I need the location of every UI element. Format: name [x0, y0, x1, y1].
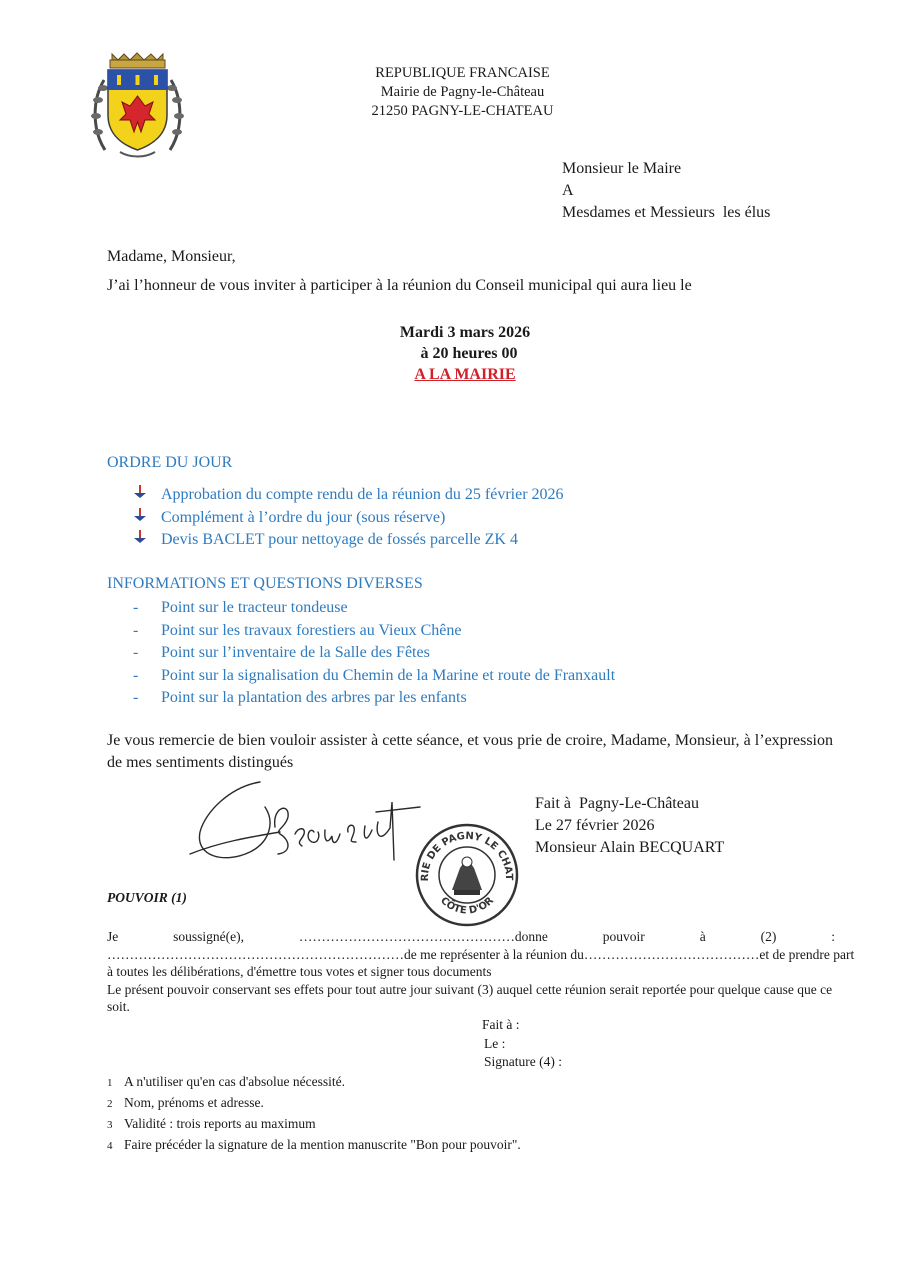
proxy-word: soussigné(e), — [173, 929, 245, 944]
dash-bullet-icon: - — [133, 644, 139, 661]
footnote — [107, 1072, 521, 1093]
list-item — [133, 529, 564, 552]
list-item — [133, 642, 615, 665]
intro-text: J’ai l’honneur de vous inviter à participer à la réunion du Conseil municipal qui aura lieu le — [107, 277, 692, 294]
meeting-time: à 20 heures 00 — [420, 345, 518, 362]
proxy-line-2[interactable]: …………………………………………………………de me représenter à la réunion du…………………………………et de prendre part — [107, 946, 855, 962]
proxy-signature[interactable]: Signature (4) : — [484, 1054, 562, 1069]
proxy-word: : — [831, 929, 835, 944]
agenda-title: ORDRE DU JOUR — [107, 454, 233, 471]
header-mairie: Mairie de Pagny-le-Château — [380, 84, 545, 100]
footnote-text: Nom, prénoms et adresse. — [124, 1095, 264, 1110]
list-item — [133, 620, 615, 643]
proxy-word: Je — [107, 929, 119, 944]
proxy-word: à — [699, 929, 706, 944]
recipient-elected: Mesdames et Messieurs les élus — [562, 204, 771, 221]
footnote — [107, 1135, 521, 1156]
proxy-word: (2) — [760, 929, 777, 944]
dash-bullet-icon: - — [133, 689, 139, 706]
official-stamp — [412, 818, 522, 928]
list-item — [133, 687, 615, 710]
footnote-number: 3 — [107, 1119, 113, 1131]
pouvoir-title: POUVOIR (1) — [107, 890, 187, 905]
proxy-le[interactable]: Le : — [484, 1035, 506, 1051]
info-item: Point sur l’inventaire de la Salle des Fêtes — [161, 644, 430, 661]
meeting-details — [330, 322, 600, 385]
down-arrow-bullet-icon — [133, 529, 161, 552]
proxy-line-3: à toutes les délibérations, d'émettre tous votes et signer tous documents — [107, 964, 492, 979]
info-list — [133, 597, 615, 710]
info-item: Point sur la signalisation du Chemin de la Marine et route de Franxault — [161, 666, 616, 684]
salutation: Madame, Monsieur, — [107, 248, 236, 265]
stamp-bottom-text — [438, 895, 496, 916]
meeting-date: Mardi 3 mars 2026 — [399, 324, 531, 341]
footnotes — [107, 1072, 521, 1156]
recipients-block — [562, 158, 770, 224]
signature-date: Le 27 février 2026 — [535, 817, 655, 834]
header-address: 21250 PAGNY-LE-CHATEAU — [371, 103, 554, 119]
municipality-header — [330, 64, 595, 121]
info-title: INFORMATIONS ET QUESTIONS DIVERSES — [107, 575, 423, 592]
agenda-item: Complément à l’ordre du jour (sous réserve) — [161, 508, 446, 526]
info-item: Point sur la plantation des arbres par les enfants — [161, 689, 467, 706]
header-republic: REPUBLIQUE FRANCAISE — [375, 65, 550, 81]
recipient-a: A — [562, 182, 574, 199]
footnote-number: 1 — [107, 1077, 113, 1089]
list-item — [133, 507, 564, 530]
meeting-place: A LA MAIRIE — [414, 366, 516, 383]
handwritten-signature — [180, 772, 430, 872]
down-arrow-bullet-icon — [133, 484, 161, 507]
recipient-mayor: Monsieur le Maire — [562, 160, 682, 177]
closing-text: Je vous remercie de bien vouloir assister à cette séance, et vous prie de croire, Madame, Monsieur, à l’expression de mes sentiments distingués — [107, 732, 833, 771]
info-item: Point sur le tracteur tondeuse — [161, 599, 348, 616]
list-item — [133, 665, 615, 688]
footnote-number: 4 — [107, 1140, 113, 1152]
down-arrow-bullet-icon — [133, 507, 161, 530]
list-item — [133, 484, 564, 507]
footnote-text: Faire précéder la signature de la mention manuscrite "Bon pour pouvoir". — [124, 1137, 521, 1152]
footnote-number: 2 — [107, 1098, 113, 1110]
proxy-signature-block — [482, 1016, 562, 1072]
footnote — [107, 1093, 521, 1114]
footnote — [107, 1114, 521, 1135]
signature-block — [535, 793, 724, 859]
footnote-text: A n'utiliser qu'en cas d'absolue nécessité. — [124, 1074, 345, 1089]
dash-bullet-icon: - — [133, 621, 139, 639]
agenda-list — [133, 484, 564, 552]
signature-name: Monsieur Alain BECQUART — [535, 839, 725, 856]
proxy-word: pouvoir — [602, 929, 645, 944]
dash-bullet-icon: - — [133, 666, 139, 684]
agenda-item: Approbation du compte rendu de la réunion du 25 février 2026 — [161, 486, 564, 503]
proxy-name-blank[interactable]: …………………………………………donne — [298, 929, 548, 944]
list-item — [133, 597, 615, 620]
proxy-line-4: Le présent pouvoir conservant ses effets pour tout autre jour suivant (3) auquel cette réunion serait reportée pour quelque cause que ce soit. — [107, 981, 833, 1014]
coat-of-arms-logo — [90, 50, 185, 162]
signature-place: Fait à Pagny-Le-Château — [535, 795, 699, 812]
dash-bullet-icon: - — [133, 599, 139, 616]
agenda-item: Devis BACLET pour nettoyage de fossés parcelle ZK 4 — [161, 531, 518, 548]
stamp-top-textpath: RIE DE PAGNY LE CHAT — [419, 830, 515, 882]
footnote-text: Validité : trois reports au maximum — [124, 1116, 316, 1131]
proxy-form — [107, 928, 855, 1016]
info-item: Point sur les travaux forestiers au Vieux Chêne — [161, 621, 462, 639]
proxy-line-1 — [107, 928, 835, 946]
stamp-bottom-textpath: CÔTE D'OR — [438, 895, 496, 917]
proxy-fait[interactable]: Fait à : — [482, 1017, 520, 1032]
